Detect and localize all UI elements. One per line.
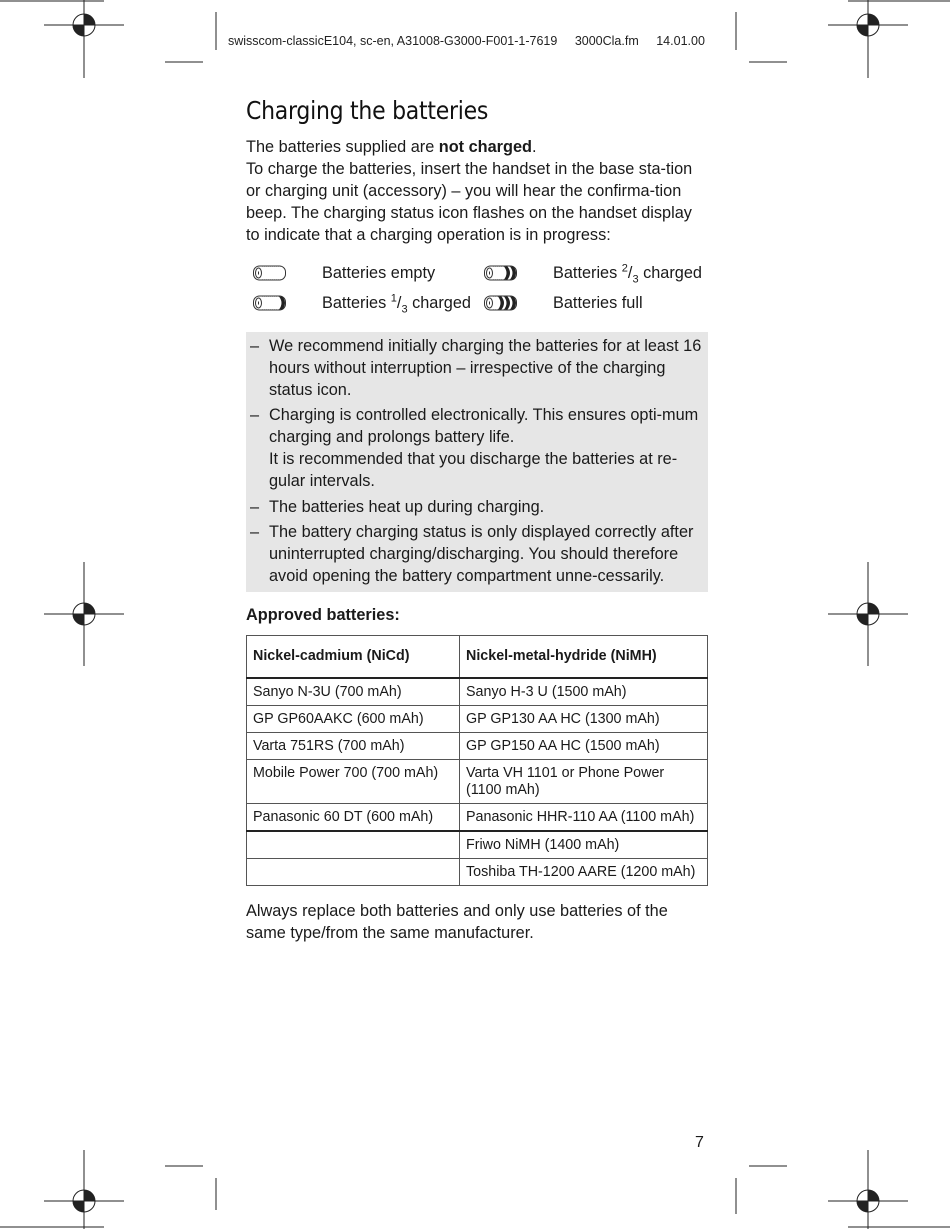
status-two-thirds-label: Batteries $^2/_3$ charged <box>553 262 702 285</box>
header-file-name: 3000Cla.fm <box>574 34 639 48</box>
page-title: Charging the batteries <box>246 96 489 125</box>
intro-paragraph <box>246 136 708 246</box>
status-full-label: Batteries full <box>553 293 643 312</box>
header-date: 14.01.00 <box>656 34 705 48</box>
intro-text-start: The batteries supplied are <box>246 138 439 156</box>
table-row: Sanyo N-3U (700 mAh) Sanyo H-3 U (1500 mAh) <box>247 678 708 706</box>
intro-text-end: . <box>531 138 537 156</box>
battery-one-third-icon <box>252 294 322 312</box>
table-row: GP GP60AAKC (600 mAh) GP GP130 AA HC (1300 mAh) <box>247 705 708 732</box>
status-one-third-label: Batteries $^1/_3$ charged <box>322 292 471 315</box>
column-header-nimh: Nickel-metal-hydride (NiMH) <box>460 635 708 678</box>
battery-empty-icon <box>252 264 322 282</box>
charging-notes-box <box>246 332 708 592</box>
battery-full-icon <box>483 294 553 312</box>
note-item: – The battery charging status is only displayed correctly after uninterrupted charging/discharging. You should therefore avoid opening the battery compartment unne-cessarily. <box>250 523 694 585</box>
table-row: Mobile Power 700 (700 mAh) Varta VH 1101 or Phone Power (1100 mAh) <box>247 759 708 803</box>
charging-status-legend <box>252 258 708 318</box>
header-doc-id: swisscom-classicE104, sc-en, A31008-G3000-F001-1-7619 <box>228 34 558 48</box>
intro-instructions: To charge the batteries, insert the handset in the base sta-tion or charging unit (accessory) – you will hear the confirma-tion beep. The charging status icon flashes on the handset display to indicate that a charging operation is in progress: <box>246 160 693 244</box>
table-row: Friwo NiMH (1400 mAh) <box>247 831 708 859</box>
approved-batteries-table <box>246 635 708 886</box>
page-number: 7 <box>695 1134 704 1151</box>
note-item: – Charging is controlled electronically. This ensures opti-mum charging and prolongs battery life. It is recommended that you discharge the batteries at re-gular intervals. <box>250 406 699 490</box>
intro-bold-not-charged: not charged <box>438 138 532 156</box>
print-header <box>228 34 705 48</box>
table-row: Panasonic 60 DT (600 mAh) Panasonic HHR-110 AA (1100 mAh) <box>247 803 708 831</box>
table-row: Toshiba TH-1200 AARE (1200 mAh) <box>247 858 708 885</box>
closing-paragraph: Always replace both batteries and only use batteries of the same type/from the same manufacturer. <box>246 901 668 942</box>
column-header-nicd: Nickel-cadmium (NiCd) <box>247 635 460 678</box>
battery-two-thirds-icon <box>483 264 553 282</box>
approved-batteries-heading: Approved batteries: <box>246 605 400 624</box>
status-empty-label: Batteries empty <box>322 263 436 282</box>
page-content <box>246 96 708 944</box>
table-row: Varta 751RS (700 mAh) GP GP150 AA HC (1500 mAh) <box>247 732 708 759</box>
note-item: – We recommend initially charging the batteries for at least 16 hours without interruption – irrespective of the charging status icon. <box>250 337 702 399</box>
note-item: – The batteries heat up during charging. <box>250 497 545 516</box>
